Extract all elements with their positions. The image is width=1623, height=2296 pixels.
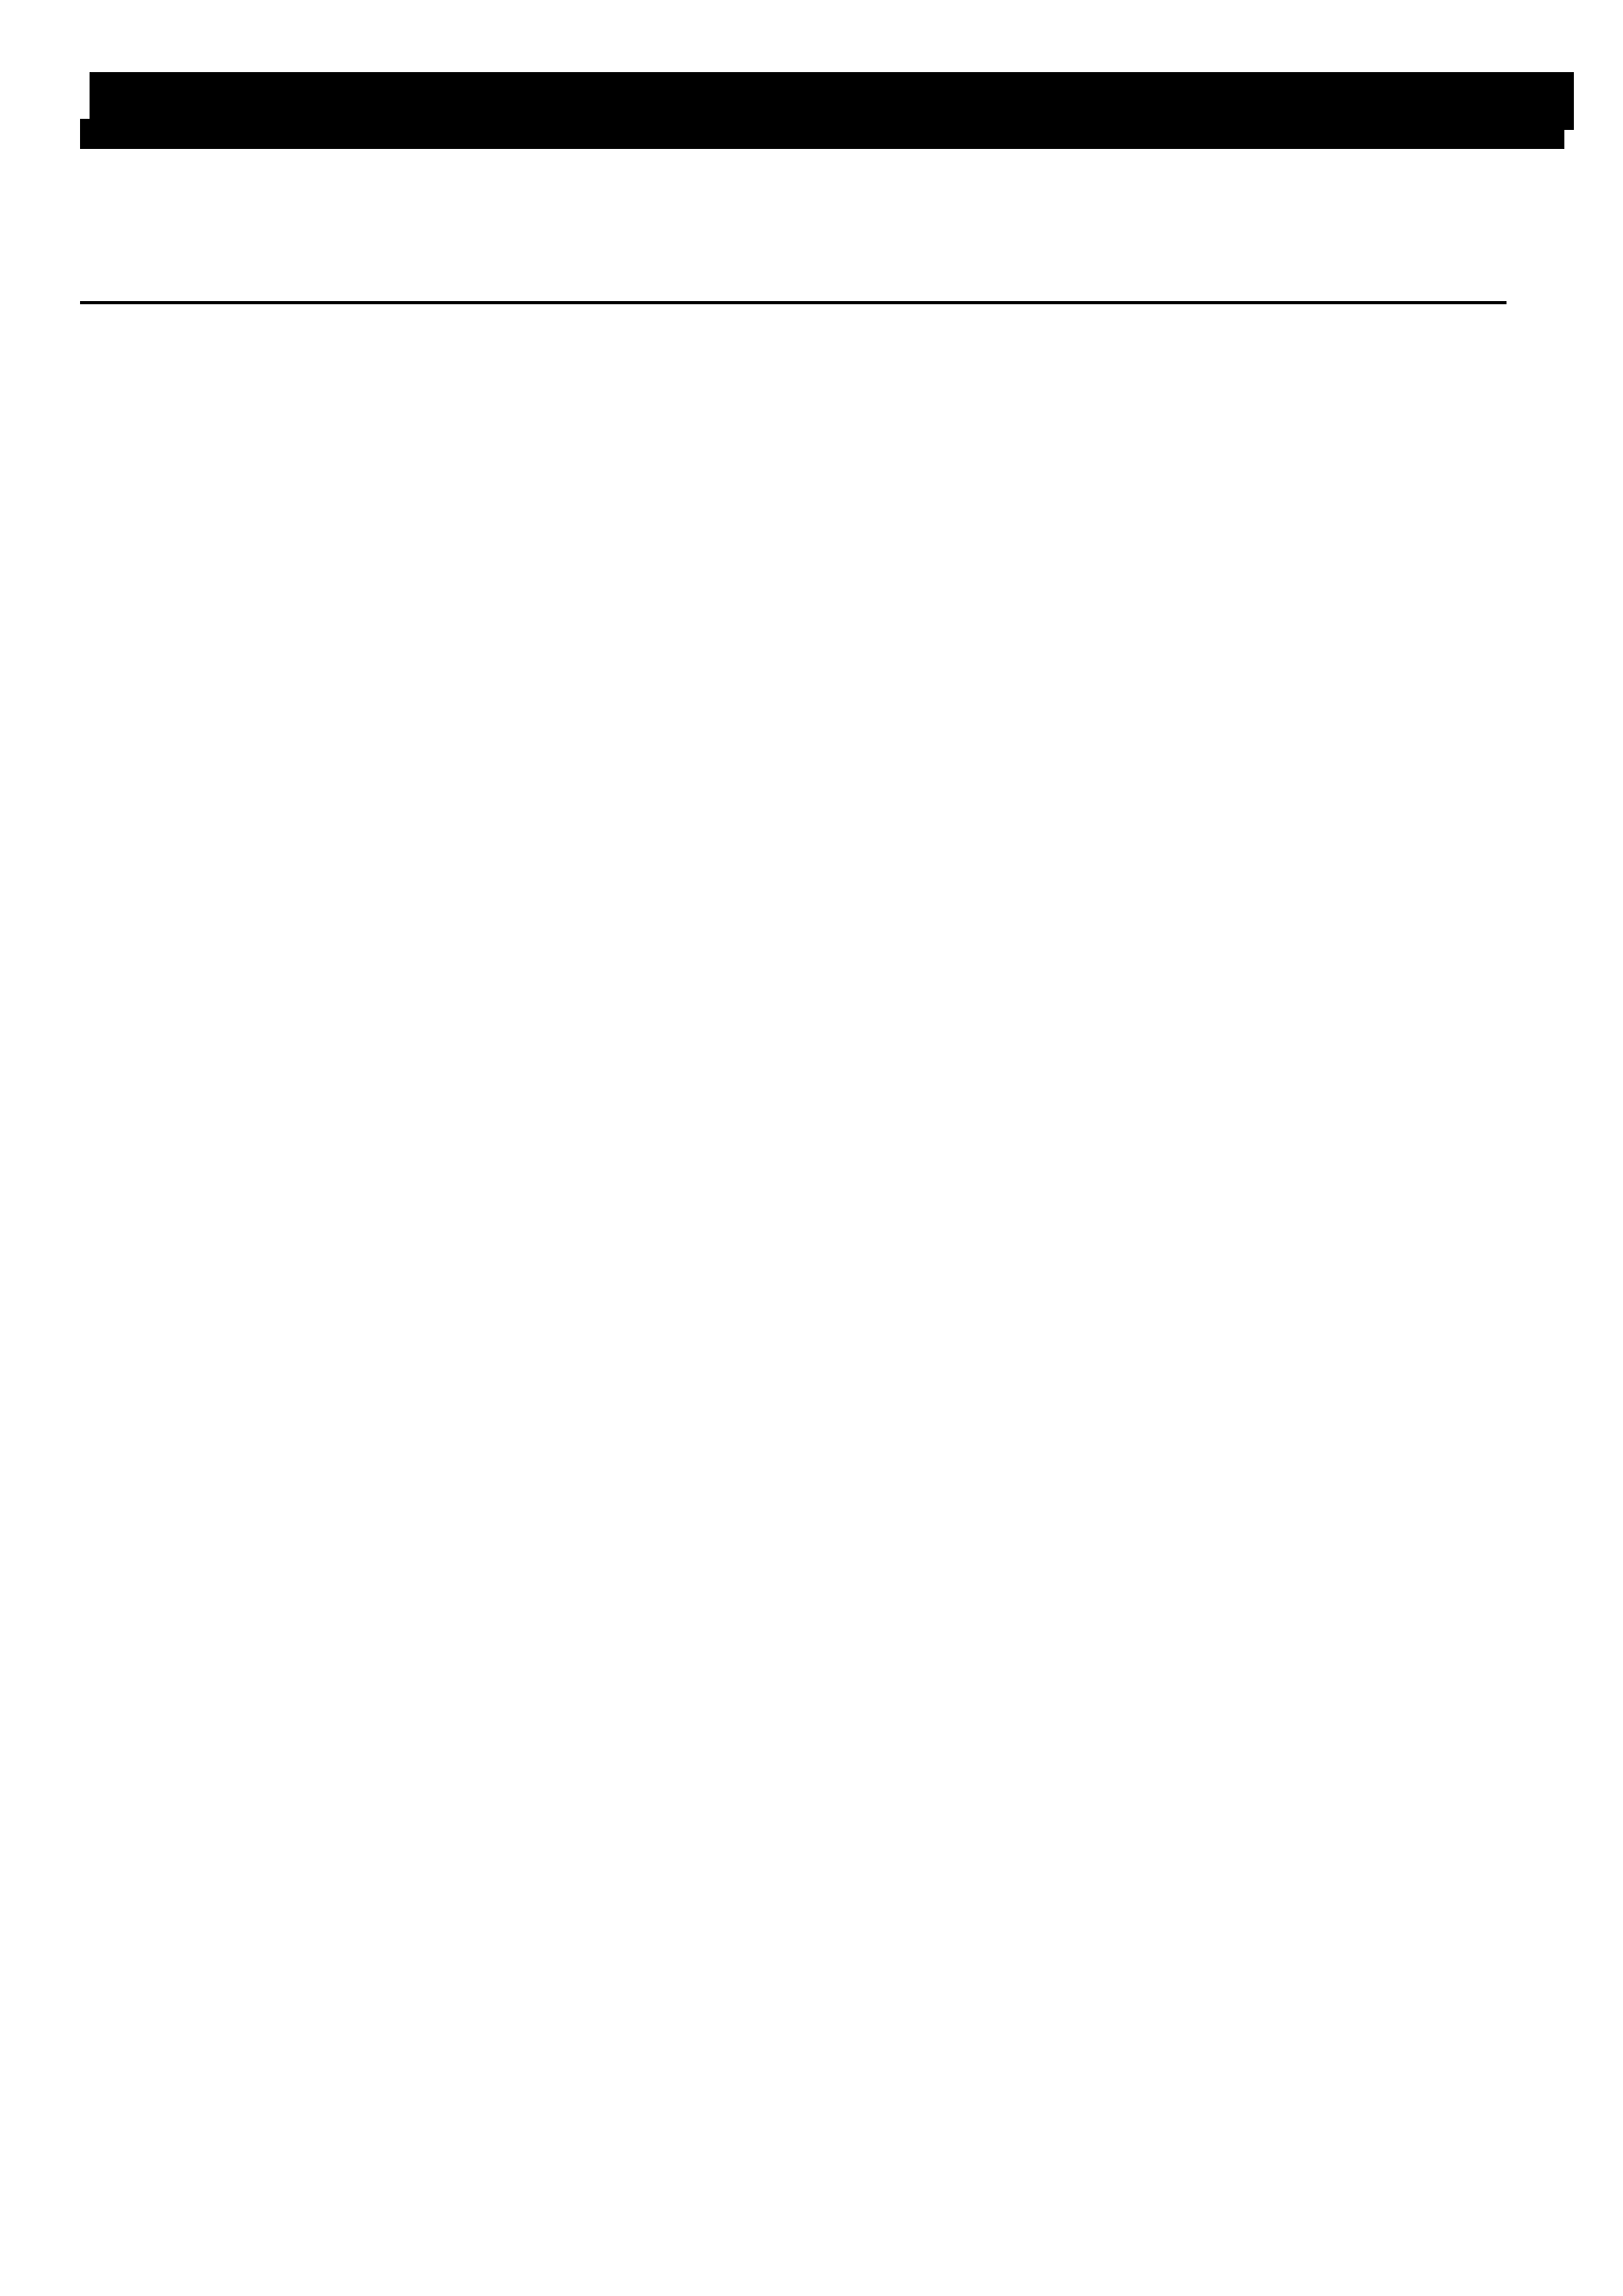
- redaction-bar-lower: [80, 119, 1564, 149]
- header-divider: [80, 301, 1507, 304]
